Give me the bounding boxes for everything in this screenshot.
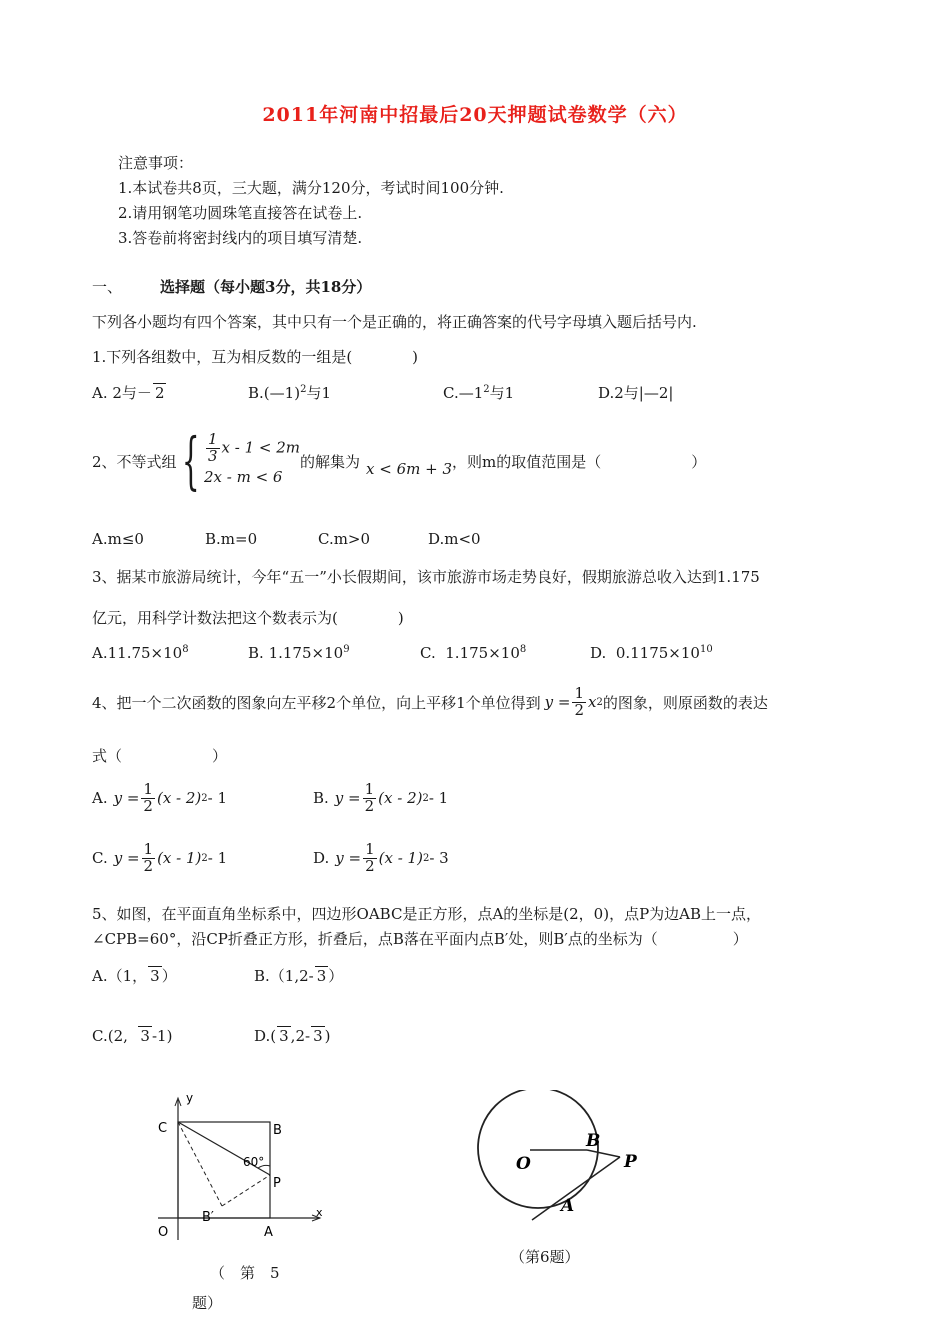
section-heading: 选择题（每小题3分，共18分） — [160, 278, 372, 296]
label-bprime: B′ — [202, 1210, 214, 1225]
option-tail: - 1 — [428, 789, 449, 808]
fraction — [142, 842, 156, 875]
option-post: ) — [324, 1027, 331, 1045]
label-b: B — [273, 1123, 282, 1138]
inequality-system — [204, 429, 301, 491]
inequality-2: 2x - m < 6 — [204, 468, 283, 487]
label-p: P — [273, 1176, 281, 1191]
section-number: 一、 — [92, 278, 123, 296]
option-yeq: y = — [335, 849, 362, 868]
exponent: 10 — [699, 644, 713, 655]
denominator: 3 — [208, 446, 218, 465]
numerator: 1 — [143, 840, 154, 858]
option-value: 1.175×10 — [445, 644, 520, 662]
q1-b-expr: —1) — [269, 384, 301, 402]
q4-option-d — [313, 842, 449, 875]
figure-5-diagram — [140, 1090, 340, 1250]
section-intro: 下列各小题均有四个答案，其中只有一个是正确的，将正确答案的代号字母填入题后括号内. — [92, 313, 697, 331]
denominator: 2 — [143, 796, 153, 815]
q1-stem: 1.下列各组数中，互为相反数的一组是( ) — [92, 348, 419, 366]
segment-bp — [587, 1150, 620, 1157]
q1-option-d — [598, 382, 673, 403]
notice-item-3: 3.答卷前将密封线内的项目填写清楚. — [118, 229, 363, 247]
sqrt-radicand: 3 — [279, 1027, 289, 1045]
option-pre: D.( — [254, 1027, 277, 1045]
sqrt-radicand: 3 — [313, 1027, 323, 1045]
option-post: ） — [161, 967, 177, 985]
option-label: C. — [443, 384, 459, 402]
label-a: A — [264, 1225, 273, 1240]
label-angle: 60° — [243, 1155, 265, 1169]
q5-option-c — [92, 1016, 172, 1045]
q1-option-b — [248, 382, 331, 403]
fraction — [141, 782, 155, 815]
exponent: 2 — [201, 792, 208, 804]
sqrt-radicand: 3 — [150, 967, 160, 985]
denominator: 2 — [365, 856, 375, 875]
fraction — [363, 842, 377, 875]
option-yeq: y = — [334, 789, 361, 808]
q4-option-a — [92, 782, 227, 815]
option-label: A. — [92, 644, 108, 662]
q2-tail: ，则m的取值范围是（ ） — [452, 452, 707, 471]
q4-x: x — [588, 693, 597, 711]
option-value: 0.1175×10 — [615, 644, 700, 662]
option-tail: - 1 — [207, 789, 228, 808]
page-title: 2011年河南中招最后20天押题试卷数学（六） — [262, 104, 688, 126]
q4-post: 的图象，则原函数的表达 — [602, 693, 768, 712]
label-o: O — [158, 1225, 169, 1240]
q2-option-d: D.m<0 — [428, 530, 481, 548]
option-expr: (x - 2) — [156, 789, 202, 808]
option-label: A. — [92, 384, 108, 402]
q2-prefix: 2、不等式组 — [92, 452, 177, 471]
q4-line-2: 式（ ） — [92, 747, 228, 765]
q1-option-a — [92, 382, 166, 403]
q5-line-2: ∠CPB=60°，沿CP折叠正方形，折叠后，点B落在平面内点B′处，则B′点的坐标为（ ） — [92, 930, 748, 948]
option-label: C. — [92, 849, 108, 868]
label-p: P — [624, 1152, 637, 1172]
figure-6-caption: （第6题） — [510, 1248, 580, 1266]
option-pre: C.(2, — [92, 1027, 128, 1045]
q3-line-1: 3、据某市旅游局统计，今年“五一”小长假期间，该市旅游市场走势良好，假期旅游总收入达到1.175 — [92, 568, 760, 586]
q1-d-expr: 2与|—2| — [614, 384, 674, 402]
q1-c-expr: —1 — [458, 384, 484, 402]
q2-option-a: A.m≤0 — [92, 530, 144, 548]
figure-6-diagram — [470, 1090, 650, 1230]
label-a: A — [561, 1196, 575, 1216]
notice-item-1: 1.本试卷共8页，三大题，满分120分，考试时间100分钟. — [118, 179, 504, 197]
sqrt-radicand: 3 — [140, 1027, 150, 1045]
option-tail: - 1 — [207, 849, 228, 868]
option-label: B. — [248, 644, 264, 662]
option-label: B.( — [248, 384, 270, 402]
figure-5-caption-2: 题） — [192, 1294, 223, 1312]
numerator: 1 — [143, 780, 153, 798]
q1-a-expr: 2与－ — [112, 384, 152, 402]
fraction — [206, 429, 220, 465]
option-pre: B.（1,2- — [254, 967, 314, 985]
option-value: 11.75×10 — [107, 644, 183, 662]
exponent: 9 — [343, 644, 350, 655]
inequality-1: x - 1 < 2m — [221, 438, 301, 456]
q1-c-tail: 与1 — [489, 384, 515, 402]
option-pre: A.（1， — [92, 967, 148, 985]
option-label: A. — [92, 789, 108, 808]
label-x: x — [316, 1206, 323, 1219]
option-expr: (x - 1) — [157, 849, 202, 868]
sqrt-radicand: 3 — [316, 967, 327, 985]
q2-line — [92, 423, 706, 499]
numerator: 1 — [208, 429, 218, 448]
option-expr: (x - 2) — [378, 789, 423, 808]
q3-option-d — [590, 644, 713, 662]
option-post: ） — [328, 967, 344, 985]
option-label: C. — [420, 644, 436, 662]
option-label: B. — [313, 789, 329, 808]
exponent: 2 — [422, 852, 430, 864]
q3-option-b — [248, 644, 350, 662]
label-o: O — [516, 1154, 531, 1174]
q3-line-2: 亿元，用科学计数法把这个数表示为( ) — [92, 609, 404, 627]
q1-b-tail: 与1 — [306, 384, 331, 402]
q2-solution: x < 6m + 3 — [366, 460, 453, 478]
q3-option-a — [92, 644, 189, 662]
q4-option-b — [313, 782, 448, 815]
q4-line-1 — [92, 680, 768, 724]
option-yeq: y = — [113, 849, 140, 868]
option-label: D. — [313, 849, 330, 868]
denominator: 2 — [143, 856, 154, 875]
q4-pre: 4、把一个二次函数的图象向左平移2个单位，向上平移1个单位得到 — [92, 693, 541, 712]
fraction — [572, 683, 586, 719]
exponent: 2 — [483, 384, 490, 395]
numerator: 1 — [364, 780, 375, 798]
exponent: 2 — [201, 852, 208, 864]
option-value: 1.175×10 — [268, 644, 344, 662]
notice-heading: 注意事项： — [118, 154, 194, 172]
denominator: 2 — [364, 796, 375, 815]
option-tail: - 3 — [429, 849, 449, 868]
figure-5-caption-1: （ 第 5 — [210, 1264, 280, 1282]
exponent: 8 — [519, 644, 527, 655]
option-post: -1) — [151, 1027, 173, 1045]
notice-item-2: 2.请用钢笔功圆珠笔直接答在试卷上. — [118, 204, 363, 222]
q1-option-c — [443, 382, 514, 403]
numerator: 1 — [574, 683, 584, 702]
tangent-pa — [532, 1157, 620, 1220]
denominator: 2 — [574, 700, 584, 719]
q2-option-b: B.m=0 — [205, 530, 258, 548]
label-c: C — [158, 1121, 168, 1136]
brace-symbol: { — [181, 424, 200, 497]
exponent: 8 — [182, 644, 189, 655]
q5-line-1: 5、如图，在平面直角坐标系中，四边形OABC是正方形，点A的坐标是(2，0)，点P为边AB上一点， — [92, 905, 762, 923]
circle-o — [478, 1090, 601, 1208]
option-mid: ,2- — [290, 1027, 311, 1045]
numerator: 1 — [365, 840, 375, 858]
q4-yeq: y = — [544, 693, 571, 711]
q5-option-b — [254, 956, 343, 986]
option-yeq: y = — [113, 789, 140, 808]
option-expr: (x - 1) — [378, 849, 423, 868]
q2-mid: 的解集为 — [300, 452, 361, 471]
sqrt-radicand: 2 — [154, 384, 165, 402]
exponent: 2 — [596, 696, 603, 708]
option-label: D. — [590, 644, 607, 662]
q3-option-c — [420, 644, 526, 662]
option-label: D. — [598, 384, 615, 402]
q4-option-c — [92, 842, 227, 875]
fraction — [363, 782, 377, 815]
q5-option-d — [254, 1016, 330, 1045]
label-y: y — [186, 1091, 194, 1105]
exponent: 2 — [300, 384, 307, 395]
label-b: B — [586, 1131, 601, 1151]
q5-option-a — [92, 956, 177, 986]
q2-option-c: C.m>0 — [318, 530, 371, 548]
segment-bprimep — [222, 1175, 270, 1206]
exponent: 2 — [422, 792, 429, 804]
square-oabc — [178, 1122, 270, 1218]
